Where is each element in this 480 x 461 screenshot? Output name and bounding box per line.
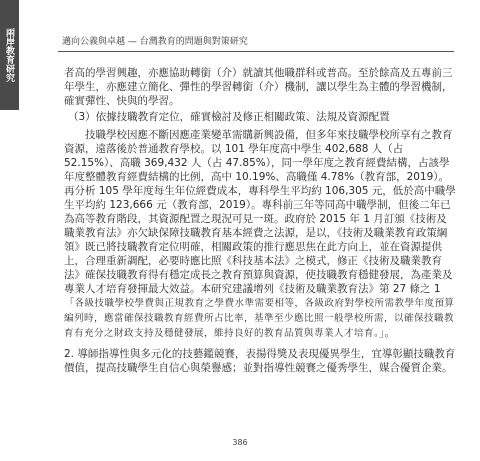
list-item-2: 2. 導師指導性與多元化的技藝鑑競賽，表揚得獎及表現優異學生，宜導彰顯技職教育價值，提高技職學生自信心與榮譽感；並對指導性競賽之優秀學生，媒合優質企業。 [64,348,456,374]
document-body [64,66,456,375]
running-header: 邁向公義與卓越 — 台灣教育的問題與對策研究 [62,37,248,47]
section-heading: （3）依據技職教育定位，確實檢討及修正相關政策、法規及資源配置 [68,111,390,123]
page-number: 386 [232,438,248,447]
handwritten-quote: 各級技職學校學費與正規教育之學費水準需要相等，各級政府對學校所需教學年度預算編列時，應當確保技職教育經費所占比率，基準至少應比照一般學校所需，以確保技職教育有充分之財政支持及穩健發展，維持良好的教育品質與專業人才培育。 [64,298,455,339]
paragraph-continued: 者高的學習興趣，亦應協助轉銜（介）就讀其他職群科或普高。至於餘高及五專前三年學生，亦應建立簡化、彈性的學習轉銜（介）機制，讓以學生為主體的學習機制，確實彈性、快與的學習。 [64,67,453,107]
sidebar-tab: 兩岸教育研究 [0,0,19,110]
header-rule [58,51,454,52]
paragraph-main-text: 技職學校因應不斷因應產業變革需購新興設備，但多年來技職學校所享有之教育資源，遠落後於普通教育學校。以 101 學年度高中學生 402,688 人（占 52.15%）、高職 369,432 人（占 47.85%），同一學年度之教育經費結構，占該學年度整體教育經費結構的比例，高中 10.19%、高職僅 4.78%（教育部，2019）。再分析 105 學年度每生年位經費成本，專科學生平均約 106,305 元，低於高中職學生平均約 123,666 元（教育部，2019）。專科前三年等同高中職學制，但後二年已為高等教育階段，其資源配置之現況可見一斑。政府於 2015 年 1 月訂頒《技術及職業教育法》亦欠缺保障技職教育基本經費之法源，是以，《技術及職業教育政策綱領》既已將技職教育定位明確，相關政策的推行應思焦在此方向上，並在資源提供上，合理重新調配，必要時應比照《科技基本法》之模式，修正《技術及職業教育法》確保技職教育得有穩定成長之教育預算與資源，使技職教育穩健發展，為產業及專業人才培育發揮最大效益。本研究建議增列《技術及職業教育法》第 27 條之 1「 [64,129,456,309]
paragraph-main [64,128,456,341]
quote-end: 」。 [379,327,396,339]
